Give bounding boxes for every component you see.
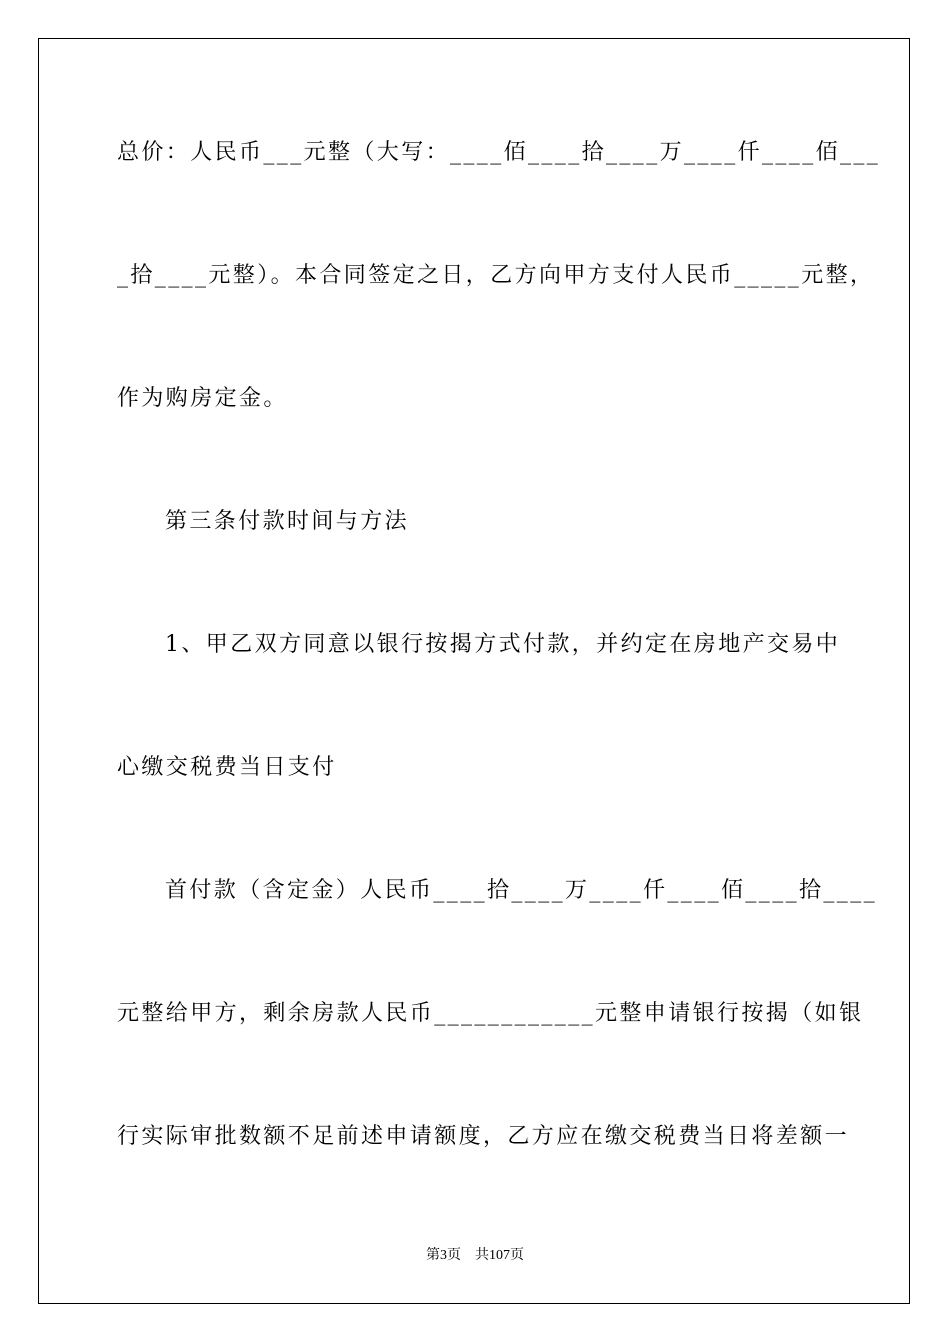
paragraph-clause-1-cont: 心缴交税费当日支付 (117, 755, 337, 780)
paragraph-clause-1: 1、甲乙双方同意以银行按揭方式付款，并约定在房地产交易中 (165, 632, 841, 657)
paragraph-deposit-purpose: 作为购房定金。 (117, 386, 288, 411)
paragraph-total-price: 总价：人民币___元整（大写：____佰____拾____万____仟____佰___ (117, 140, 881, 165)
paragraph-bank-approval: 行实际审批数额不足前述申请额度，乙方应在缴交税费当日将差额一 (117, 1124, 850, 1149)
section-heading-article-3: 第三条付款时间与方法 (165, 509, 410, 534)
page-border (38, 38, 910, 1304)
paragraph-remaining-payment: 元整给甲方，剩余房款人民币____________元整申请银行按揭（如银 (117, 1001, 864, 1026)
paragraph-deposit: _拾____元整）。本合同签定之日，乙方向甲方支付人民币_____元整， (117, 263, 875, 288)
paragraph-down-payment: 首付款（含定金）人民币____拾____万____仟____佰____拾____ (165, 878, 878, 903)
page-number-footer: 第3页 共107页 (426, 1248, 524, 1263)
